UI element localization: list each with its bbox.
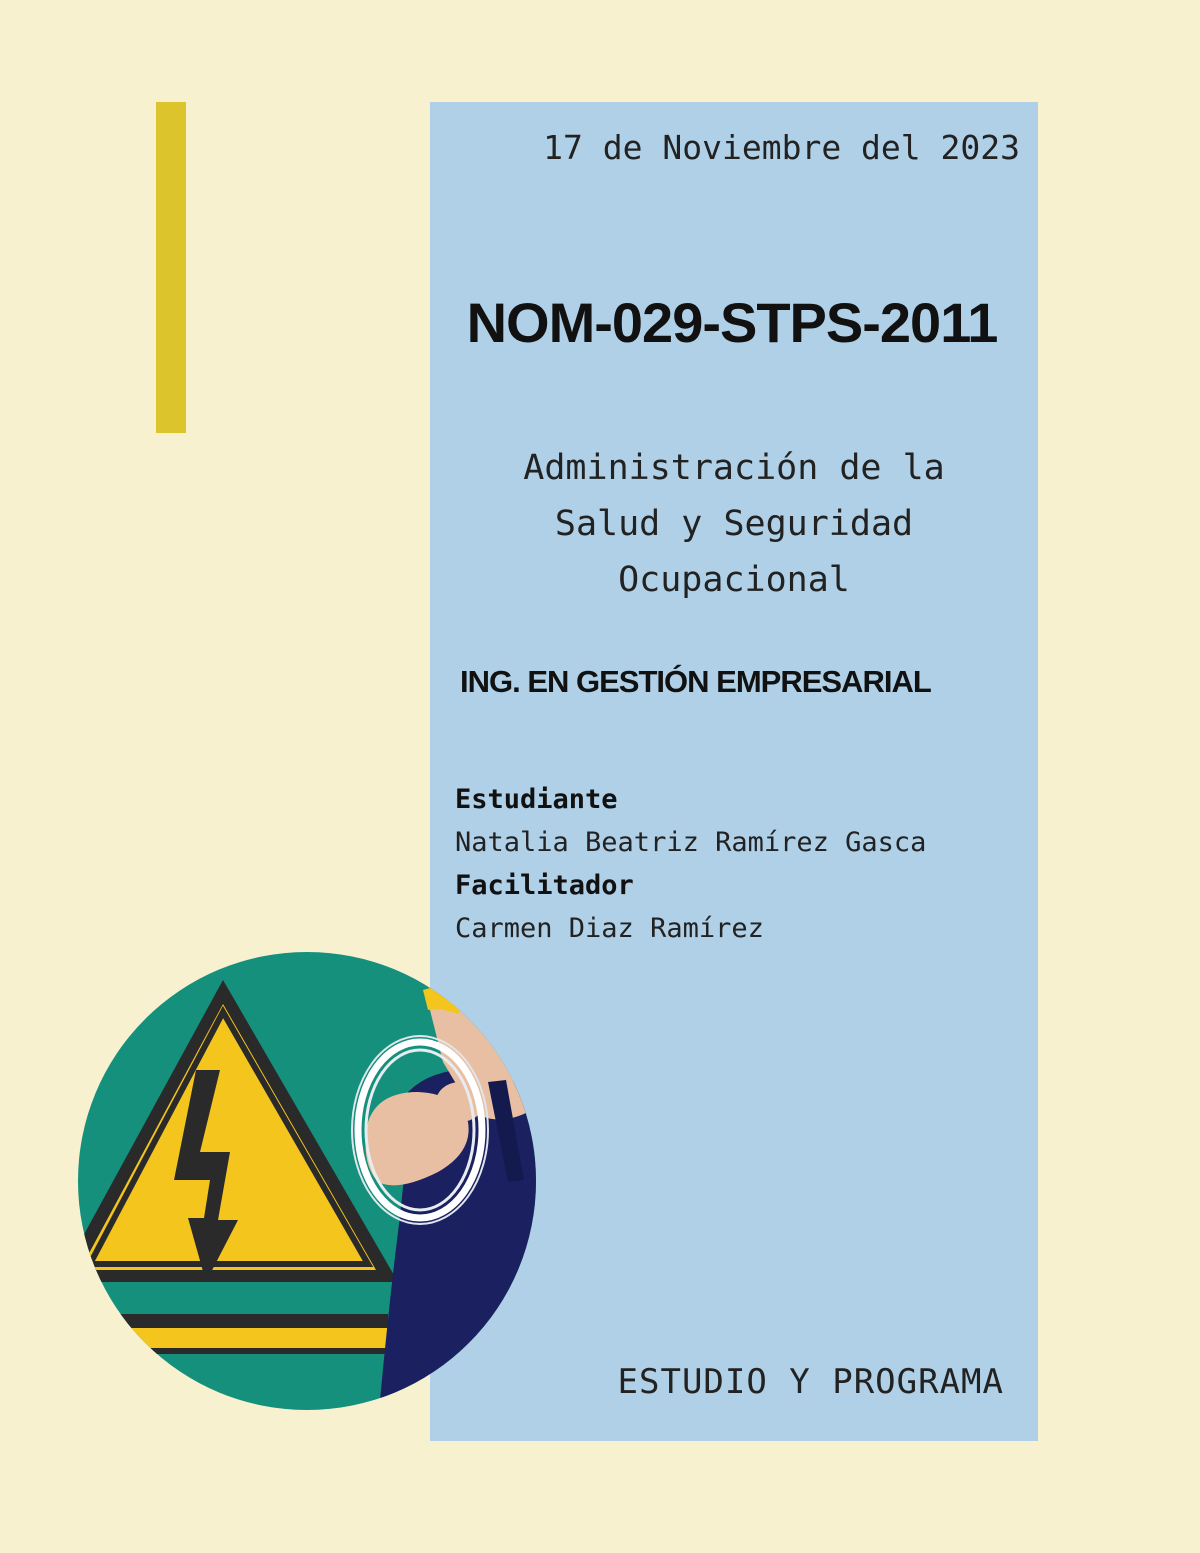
footer-text: ESTUDIO Y PROGRAMA bbox=[617, 1362, 1004, 1402]
electrical-hazard-illustration bbox=[78, 952, 536, 1410]
subject-line-2: Salud y Seguridad bbox=[554, 504, 914, 544]
accent-bar bbox=[156, 102, 186, 433]
facilitator-name: Carmen Diaz Ramírez bbox=[455, 913, 764, 944]
people-block bbox=[455, 778, 926, 950]
subject-title bbox=[430, 440, 1038, 608]
subject-line-1: Administración de la bbox=[523, 448, 945, 488]
date-text: 17 de Noviembre del 2023 bbox=[543, 128, 1020, 167]
career-name: ING. EN GESTIÓN EMPRESARIAL bbox=[460, 664, 931, 699]
student-label: Estudiante bbox=[455, 784, 618, 815]
student-name: Natalia Beatriz Ramírez Gasca bbox=[455, 827, 927, 858]
subject-line-3: Ocupacional bbox=[618, 560, 850, 600]
facilitator-label: Facilitador bbox=[455, 870, 634, 901]
document-title: NOM-029-STPS-2011 bbox=[466, 291, 998, 354]
